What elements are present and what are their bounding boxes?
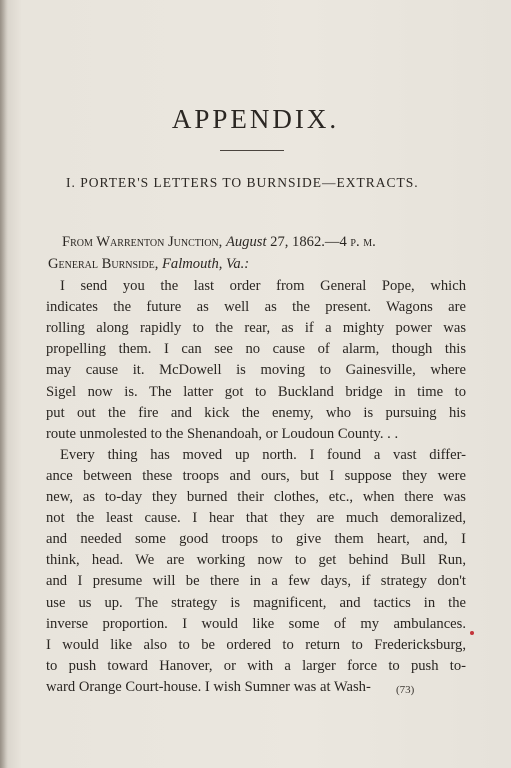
salutation [48,255,249,273]
page-title: APPENDIX. [171,104,340,134]
salutation-place: Falmouth, Va.: [162,256,250,272]
red-mark [470,631,474,635]
body-line: Sigel now is. The latter got to Buckland bridge in time to [46,383,466,400]
body-line: not the least cause. I hear that they are much demoralized, [46,510,466,527]
body-line: may cause it. McDowell is moving to Gainesville, where [46,362,466,379]
body-line: ward Orange Court-house. I wish Sumner was at Wash- [46,678,371,695]
dateline-month: August [225,234,267,250]
page-number: (73) [396,684,415,696]
body-line: put out the fire and kick the enemy, who is pursuing his [46,404,466,421]
body-line: route unmolested to the Shenandoah, or Loudoun County. . . [46,425,399,442]
section-title: I. PORTER'S LETTERS TO BURNSIDE—EXTRACTS. [66,175,419,190]
body-line: rolling along rapidly to the rear, as if a mighty power was [46,320,466,337]
body-line: and I presume will be there in a few days, if strategy don't [46,573,466,590]
body-line: and needed some good troops to give them heart, and, I [46,531,466,548]
body-line: ance between these troops and ours, but I suppose they were [46,467,466,484]
dateline-rest: 27, 1862.—4 p. m. [270,234,376,250]
body-line: I would like also to be ordered to return to Fredericksburg, [46,636,466,653]
body-line: new, as to-day they burned their clothes, etc., when there was [46,489,466,505]
body-line: think, head. We are working now to get behind Bull Run, [46,552,466,569]
body-line: use us up. The strategy is magnificent, and tactics in the [46,594,466,611]
body-line: indicates the future as well as the present. Wagons are [46,299,466,316]
body-line: Every thing has moved up north. I found a vast differ- [60,446,466,463]
body-line: propelling them. I can see no cause of alarm, though this [46,341,466,358]
body-line: I send you the last order from General Pope, which [60,278,466,294]
body-line: inverse proportion. I would like some of my ambulances. [46,615,466,632]
dateline-from: From Warrenton Junction, [62,234,223,250]
dateline [62,233,376,251]
body-line: to push toward Hanover, or with a larger force to push to- [46,657,466,674]
title-divider [220,150,284,151]
salutation-name: General Burnside, [48,256,159,272]
